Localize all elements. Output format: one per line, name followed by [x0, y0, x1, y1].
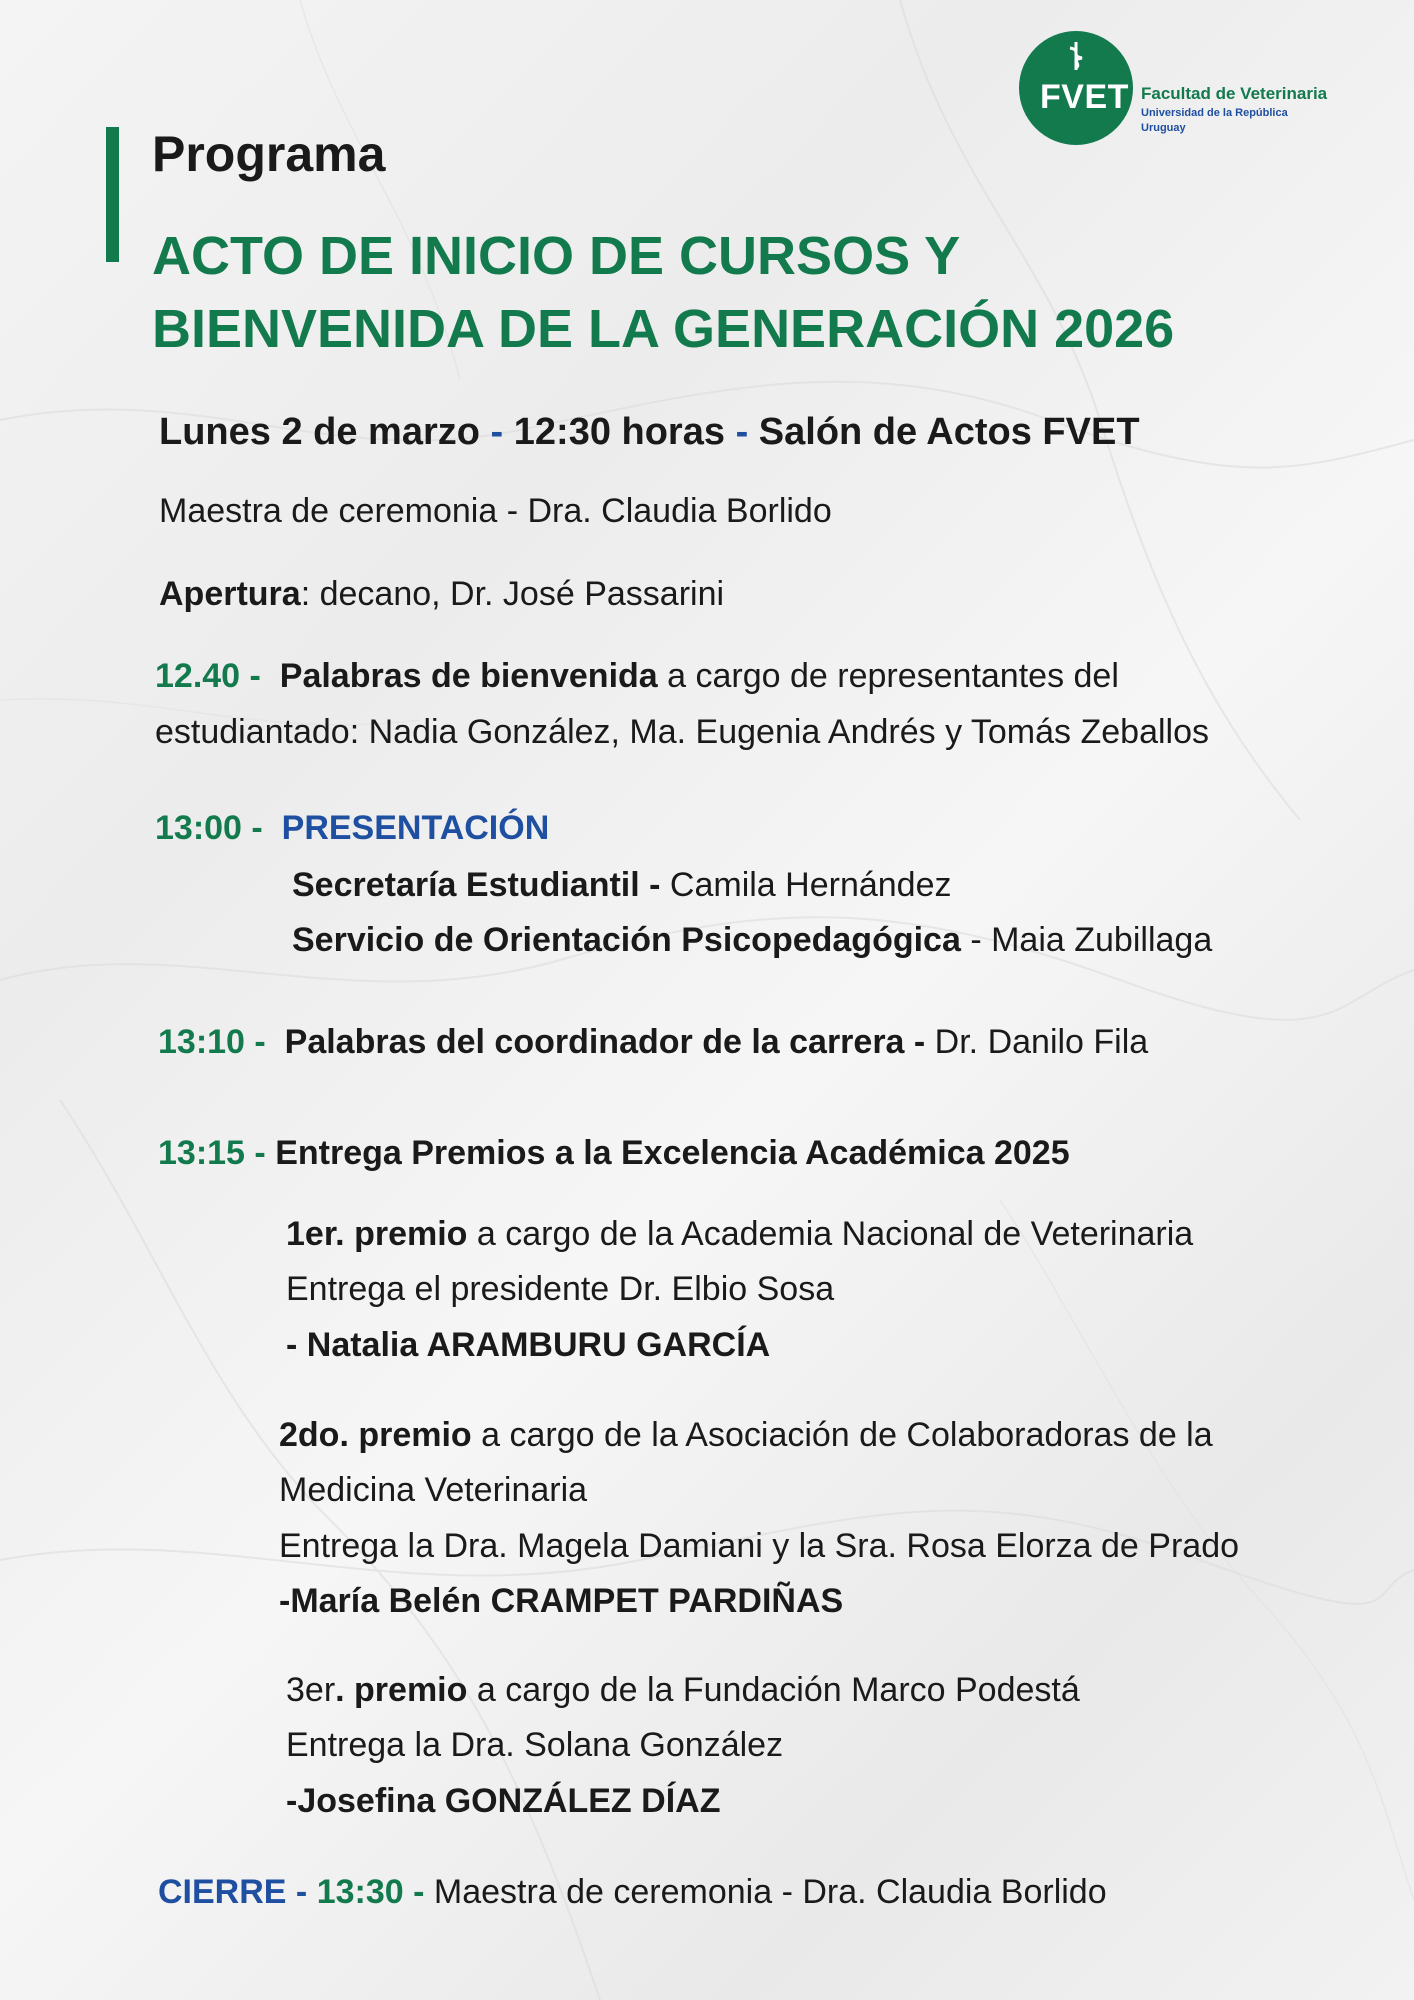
opening-label: Apertura: [159, 575, 301, 613]
event-date: Lunes 2 de marzo: [159, 411, 480, 453]
event-place: Salón de Actos FVET: [758, 411, 1140, 453]
presentation-entry-title: Servicio de Orientación Psicopedagógica: [292, 921, 961, 959]
third-award-label: . premio: [335, 1671, 468, 1709]
awards-title: Entrega Premios a la Excelencia Académica 2025: [275, 1134, 1070, 1172]
first-award-label: 1er. premio: [286, 1215, 468, 1253]
event-time: 12:30 horas: [513, 411, 725, 453]
second-award: [279, 1407, 1213, 1463]
welcome-item: [155, 648, 1119, 704]
coordinator-title: Palabras del coordinador de la carrera -: [284, 1023, 926, 1061]
third-award-label-prefix: 3er: [286, 1671, 336, 1709]
closing-text: Maestra de ceremonia - Dra. Claudia Borlido: [424, 1873, 1107, 1911]
page-title-line1: ACTO DE INICIO DE CURSOS Y: [152, 226, 961, 286]
logo-faculty-name: Facultad de Veterinaria: [1141, 84, 1328, 103]
presentation-entry-person: - Maia Zubillaga: [960, 921, 1213, 959]
first-award-winner: - Natalia ARAMBURU GARCÍA: [286, 1326, 771, 1364]
closing-time: 13:30 -: [316, 1873, 425, 1911]
welcome-text-line2: estudiantado: Nadia González, Ma. Eugenia Andrés y Tomás Zeballos: [155, 713, 1209, 751]
program-label: Programa: [152, 126, 386, 182]
logo-country: Uruguay: [1141, 122, 1186, 134]
presentation-title: PRESENTACIÓN: [281, 809, 550, 847]
presentation-entry-person: Camila Hernández: [660, 866, 952, 904]
event-separator: -: [490, 411, 504, 453]
event-separator: -: [735, 411, 749, 453]
awards-time: 13:15 -: [158, 1134, 266, 1172]
third-award: [286, 1662, 1080, 1718]
presentation-time: 13:00 -: [155, 809, 263, 847]
second-award-sponsor: a cargo de la Asociación de Colaboradoras de la: [471, 1416, 1213, 1454]
coordinator-person: Dr. Danilo Fila: [925, 1023, 1149, 1061]
second-award-winner: -María Belén CRAMPET PARDIÑAS: [279, 1582, 844, 1620]
presentation-entry: [292, 912, 1212, 968]
page-title-line2: BIENVENIDA DE LA GENERACIÓN 2026: [152, 299, 1175, 359]
closing-label: CIERRE -: [158, 1873, 317, 1911]
opening-text: : decano, Dr. José Passarini: [300, 575, 725, 613]
closing-item: [158, 1864, 1107, 1920]
logo-university: Universidad de la República: [1141, 107, 1288, 119]
presentation-item: [155, 800, 549, 856]
header-accent-bar: [106, 127, 119, 262]
opening-line: [159, 566, 724, 622]
second-award-sponsor-line2: Medicina Veterinaria: [279, 1471, 588, 1509]
third-award-delivery: Entrega la Dra. Solana González: [286, 1726, 784, 1764]
master-of-ceremonies: Maestra de ceremonia - Dra. Claudia Borlido: [159, 492, 832, 530]
third-award-winner: -Josefina GONZÁLEZ DÍAZ: [286, 1782, 721, 1820]
welcome-time: 12.40 -: [155, 657, 261, 695]
first-award-delivery: Entrega el presidente Dr. Elbio Sosa: [286, 1270, 835, 1308]
coordinator-time: 13:10 -: [158, 1023, 266, 1061]
welcome-title: Palabras de bienvenida: [279, 657, 658, 695]
logo-acronym: FVET: [1040, 78, 1129, 116]
awards-item: [158, 1125, 1070, 1181]
first-award-sponsor: a cargo de la Academia Nacional de Veterinaria: [467, 1215, 1194, 1253]
first-award: [286, 1206, 1193, 1262]
second-award-label: 2do. premio: [279, 1416, 472, 1454]
coordinator-item: [158, 1014, 1148, 1070]
presentation-entry: [292, 857, 952, 913]
third-award-sponsor: a cargo de la Fundación Marco Podestá: [467, 1671, 1080, 1709]
welcome-text: a cargo de representantes del: [657, 657, 1119, 695]
event-details: [159, 404, 1140, 460]
presentation-entry-title: Secretaría Estudiantil -: [292, 866, 661, 904]
second-award-delivery: Entrega la Dra. Magela Damiani y la Sra. Rosa Elorza de Prado: [279, 1527, 1240, 1565]
